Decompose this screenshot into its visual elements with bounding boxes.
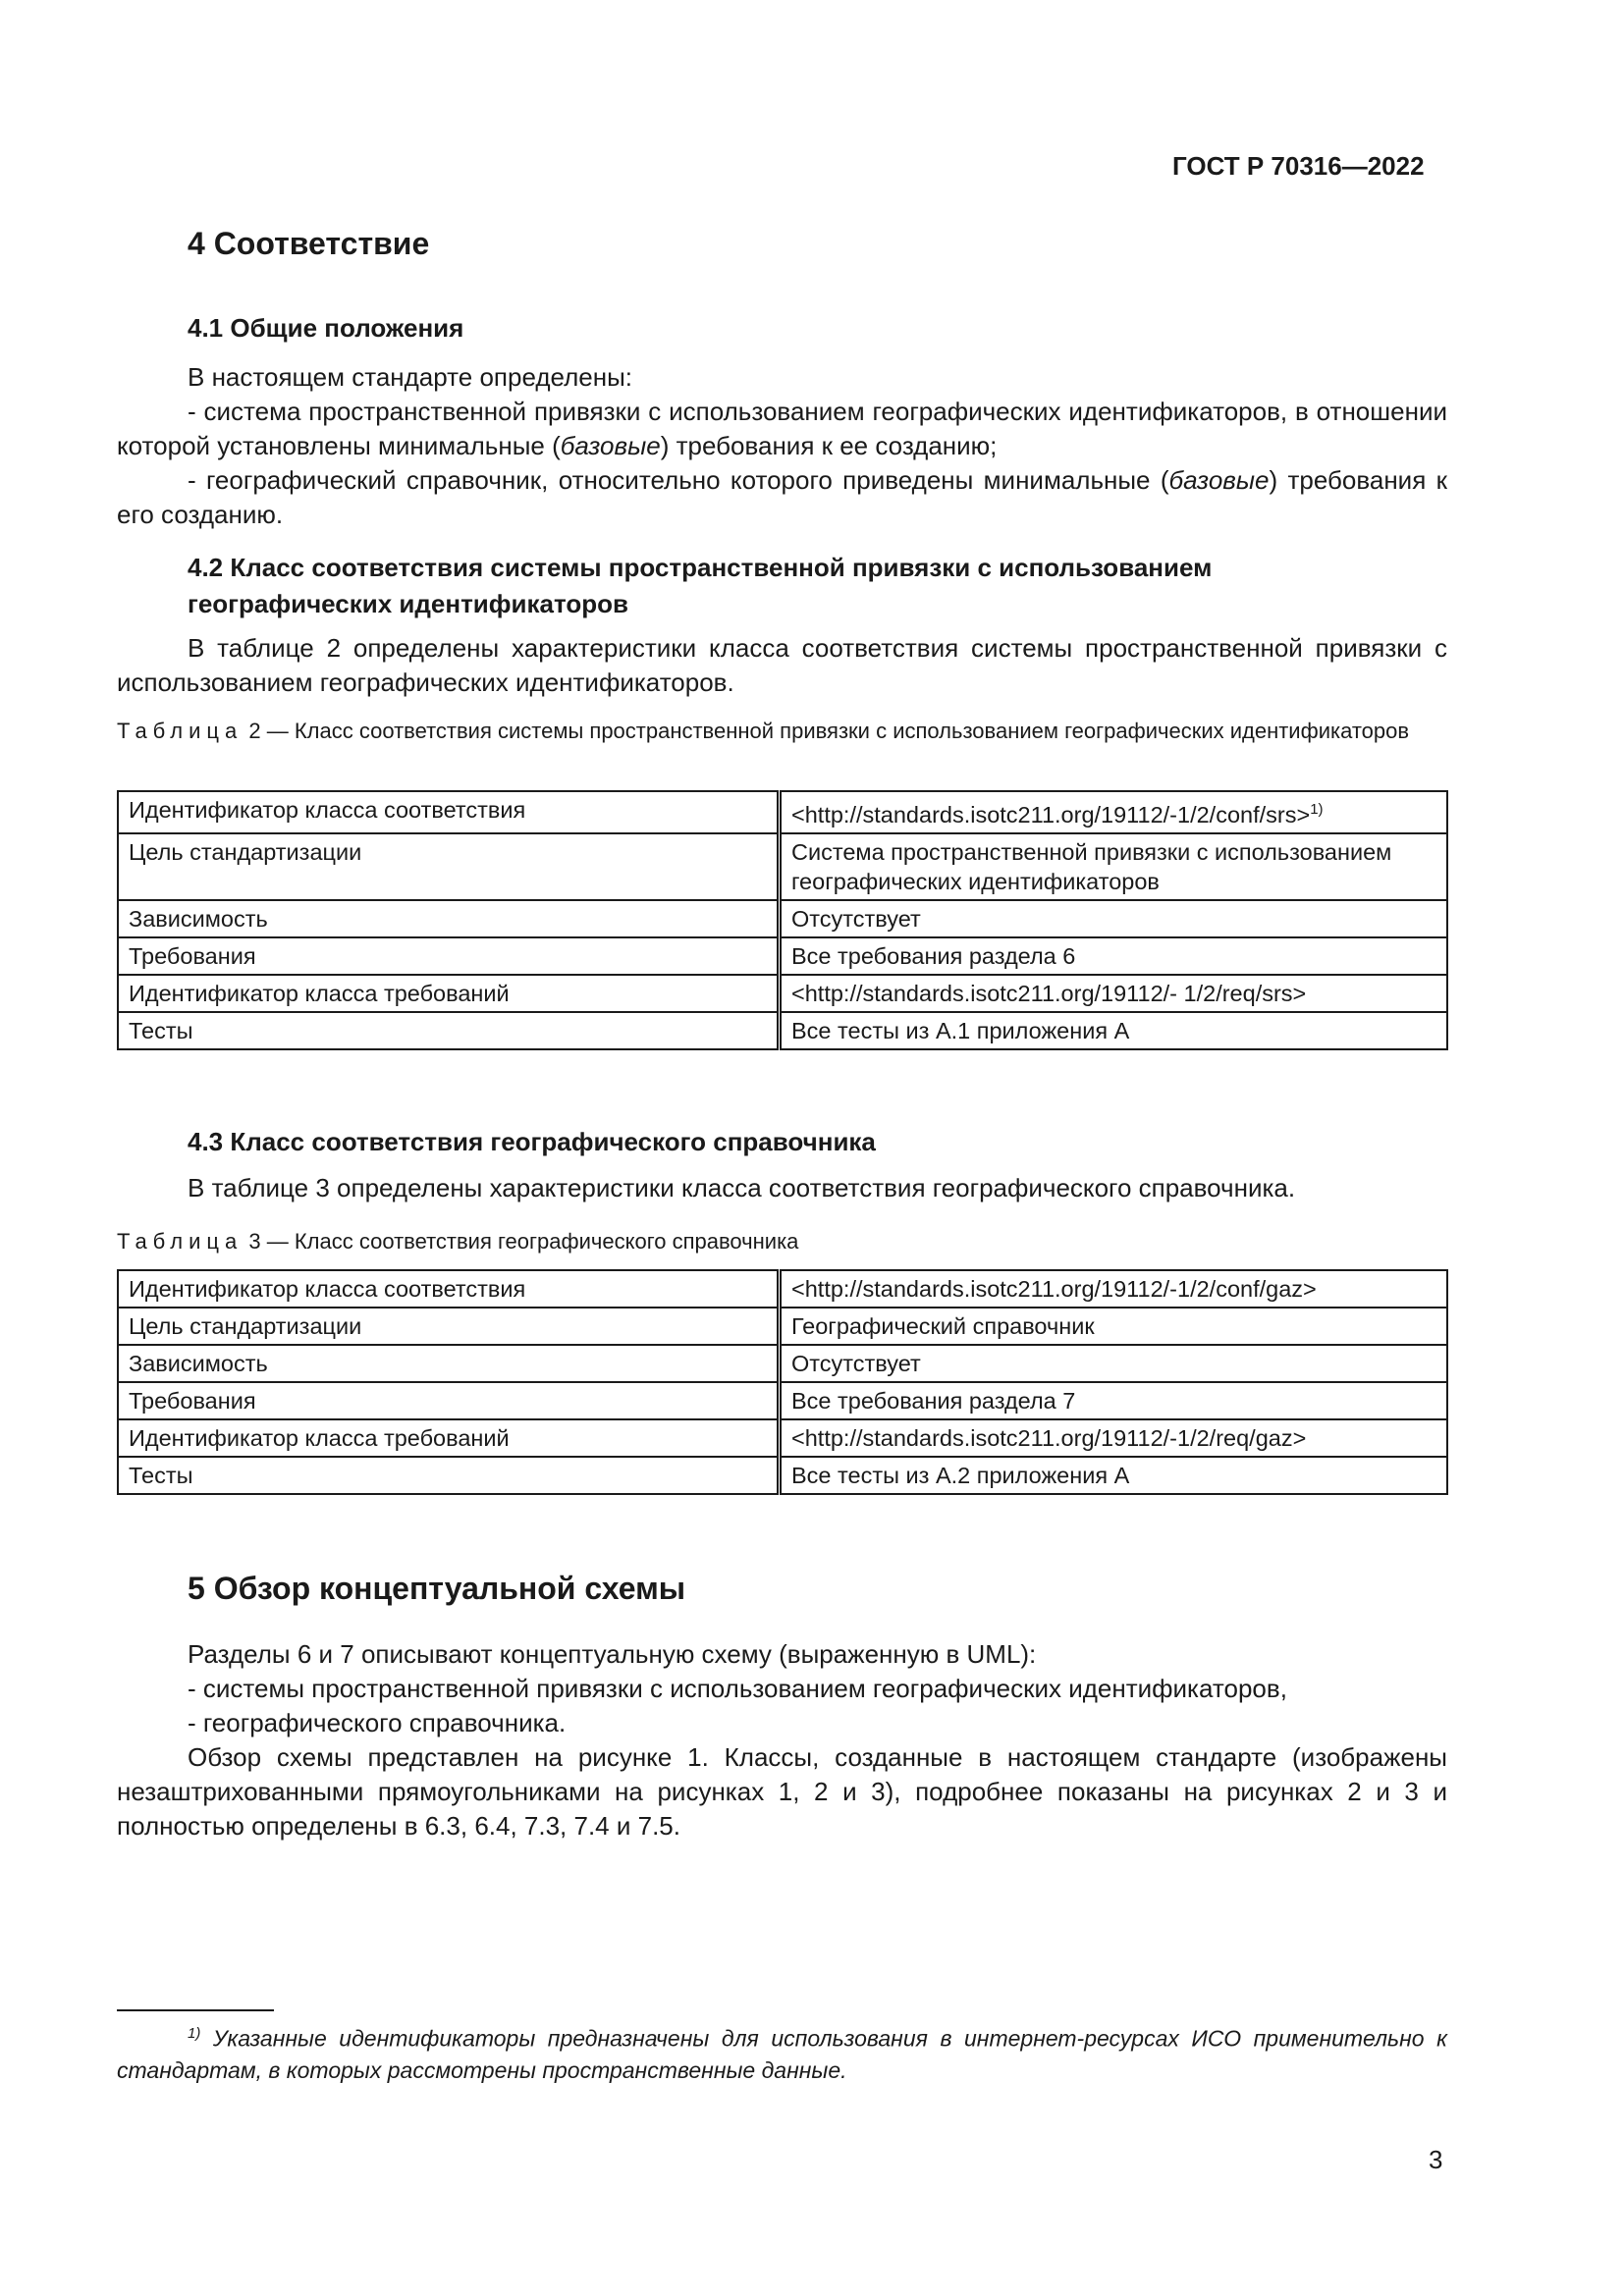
table-row	[118, 1345, 1447, 1382]
table-row	[118, 937, 1447, 975]
table-cell: <http://standards.isotc211.org/19112/-1/2/req/gaz>	[780, 1419, 1448, 1457]
footnote-separator	[117, 2009, 274, 2011]
paragraph: В таблице 2 определены характеристики класса соответствия системы пространственной привязки с использованием географических идентификаторов.	[117, 633, 1447, 697]
table-cell: Требования	[118, 937, 780, 975]
paragraph: - географического справочника.	[188, 1708, 567, 1737]
section-4-1-body	[117, 360, 1447, 532]
table-cell: <http://standards.isotc211.org/19112/- 1/2/req/srs>	[780, 975, 1448, 1012]
table-cell: Идентификатор класса требований	[118, 975, 780, 1012]
section-4-2-title: 4.2 Класс соответствия системы пространственной привязки с использованием географических идентификаторов	[188, 553, 1213, 618]
table-cell: Идентификатор класса соответствия	[118, 1270, 780, 1308]
section-4-3-body	[117, 1171, 1447, 1205]
table-cell: Система пространственной привязки с использованием географических идентификаторов	[780, 833, 1448, 900]
standard-id: ГОСТ Р 70316—2022	[1172, 151, 1425, 181]
section-4-3-title: 4.3 Класс соответствия географического справочника	[188, 1127, 876, 1156]
table-cell: Тесты	[118, 1457, 780, 1494]
table-cell: Все тесты из А.1 приложения А	[780, 1012, 1448, 1049]
table-row	[118, 1308, 1447, 1345]
table-row	[118, 975, 1447, 1012]
paragraph: Разделы 6 и 7 описывают концептуальную схему (выраженную в UML):	[188, 1639, 1037, 1669]
table-cell: Требования	[118, 1382, 780, 1419]
section-4-2-body	[117, 631, 1447, 700]
section-5-title: 5 Обзор концептуальной схемы	[188, 1571, 686, 1606]
table-cell: Зависимость	[118, 1345, 780, 1382]
table-row	[118, 1012, 1447, 1049]
page-number: 3	[1429, 2145, 1443, 2174]
paragraph: - географический справочник, относительно которого приведены минимальные (базовые) требования к его созданию.	[117, 465, 1447, 529]
paragraph: Обзор схемы представлен на рисунке 1. Классы, созданные в настоящем стандарте (изображены незаштрихованными прямоугольниками на рисунках 1, 2 и 3), подробнее показаны на рисунках 2 и 3 и полностью определены в 6.3, 6.4, 7.3, 7.4 и 7.5.	[117, 1742, 1447, 1841]
table-cell: Отсутствует	[780, 900, 1448, 937]
table-row	[118, 1270, 1447, 1308]
footnote: $^{1)}$ Указанные идентификаторы предназначены для использования в интернет-ресурсах ИСО применительно к стандартам, в которых рассмотрены пространственные данные.	[117, 2025, 1447, 2083]
paragraph: - системы пространственной привязки с использованием географических идентификаторов,	[188, 1674, 1287, 1703]
table-row	[118, 833, 1447, 900]
table-row	[118, 1419, 1447, 1457]
table-cell: <http://standards.isotc211.org/19112/-1/2/conf/srs>$^{1)}$	[780, 791, 1448, 833]
footnote-mark: 1)	[188, 2025, 201, 2042]
paragraph: - система пространственной привязки с использованием географических идентификаторов, в отношении которой установлены минимальные (базовые) требования к ее созданию;	[117, 397, 1447, 460]
table-cell: Отсутствует	[780, 1345, 1448, 1382]
table-cell: Географический справочник	[780, 1308, 1448, 1345]
table-cell: Все требования раздела 6	[780, 937, 1448, 975]
table-cell: Идентификатор класса требований	[118, 1419, 780, 1457]
table-cell: Зависимость	[118, 900, 780, 937]
table-row	[118, 1457, 1447, 1494]
table-cell: <http://standards.isotc211.org/19112/-1/2/conf/gaz>	[780, 1270, 1448, 1308]
table-2-caption: Таблица 2 — Класс соответствия системы пространственной привязки с использованием географических идентификаторов	[117, 719, 1410, 743]
table-cell: Тесты	[118, 1012, 780, 1049]
table-row	[118, 1382, 1447, 1419]
table-row	[118, 900, 1447, 937]
section-4-title: 4 Соответствие	[188, 226, 430, 261]
section-5-body	[117, 1637, 1447, 1843]
paragraph: В настоящем стандарте определены:	[188, 362, 633, 392]
table-cell: Все тесты из А.2 приложения А	[780, 1457, 1448, 1494]
table-cell: Цель стандартизации	[118, 833, 780, 900]
table-3-caption: Таблица 3 — Класс соответствия географического справочника	[117, 1229, 799, 1254]
table-row	[118, 791, 1447, 833]
table-3	[117, 1269, 1448, 1495]
table-cell: Все требования раздела 7	[780, 1382, 1448, 1419]
paragraph: В таблице 3 определены характеристики класса соответствия географического справочника.	[188, 1173, 1296, 1202]
section-4-1-title: 4.1 Общие положения	[188, 313, 464, 343]
table-cell: Цель стандартизации	[118, 1308, 780, 1345]
table-2	[117, 790, 1448, 1050]
table-cell: Идентификатор класса соответствия	[118, 791, 780, 833]
